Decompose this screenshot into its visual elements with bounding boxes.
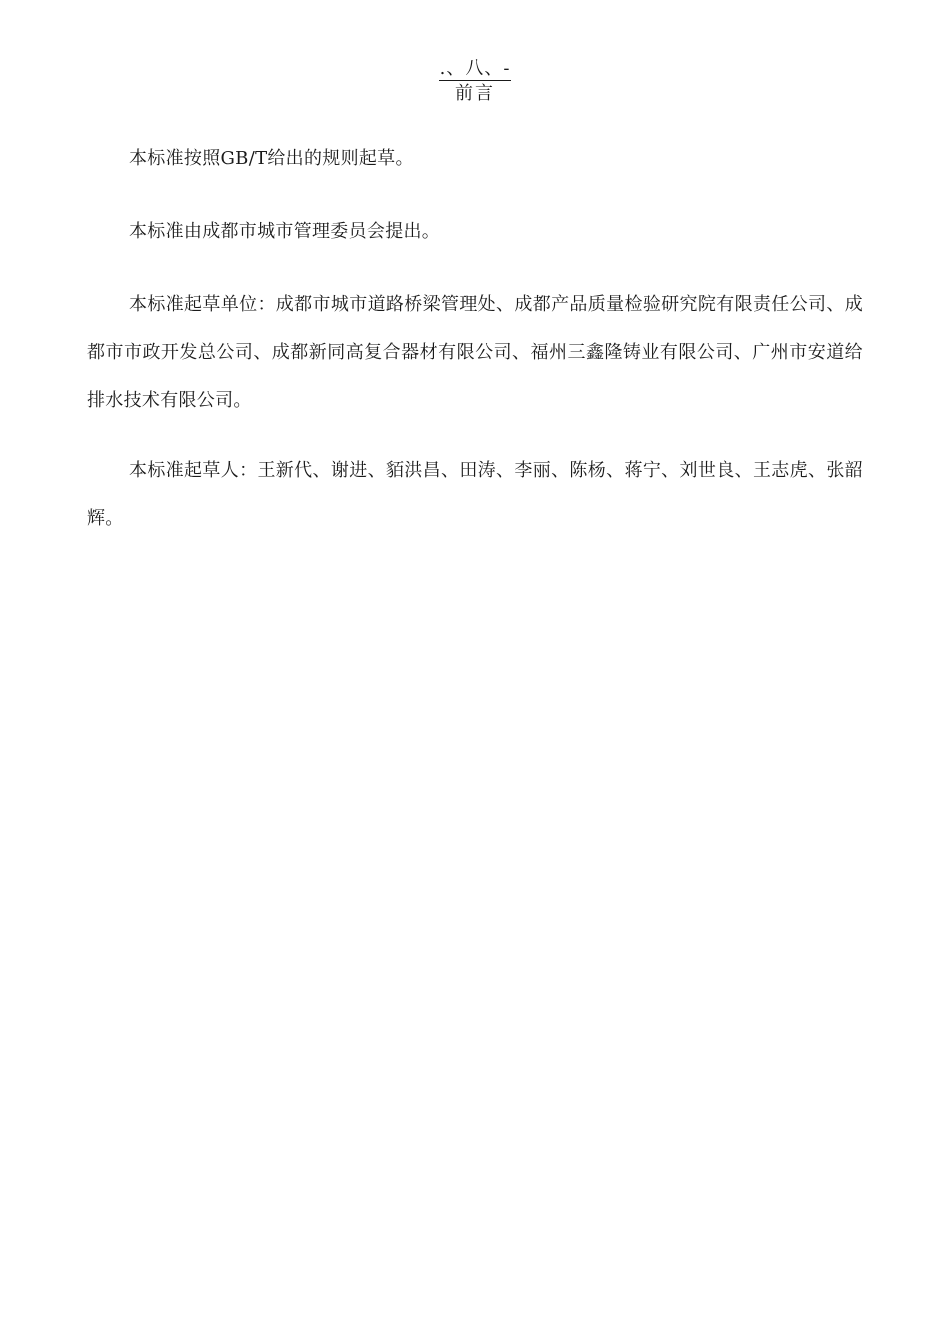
paragraph-proposer: 本标准由成都市城市管理委员会提出。 [129,221,441,242]
paragraph-drafters: 本标准起草人：王新代、谢进、貊洪昌、田涛、李丽、陈杨、蒋宁、刘世良、王志虎、张韶辉。 [87,460,863,529]
page-title: 前言 [455,83,495,104]
paragraph-drafting-rules: 本标准按照GB/T给出的规则起草。 [129,148,414,169]
header-garbled-mark: .、八、- [439,58,511,79]
paragraph-drafting-units: 本标准起草单位：成都市城市道路桥梁管理处、成都产品质量检验研究院有限责任公司、成都市市政开发总公司、成都新同高复合器材有限公司、福州三鑫隆铸业有限公司、广州市安道给排水技术有限公司。 [87,294,863,411]
document-body [87,135,863,543]
paragraph-gap [87,425,863,447]
paragraph-gap [87,183,863,208]
paragraph-gap [87,256,863,281]
header [0,58,950,107]
